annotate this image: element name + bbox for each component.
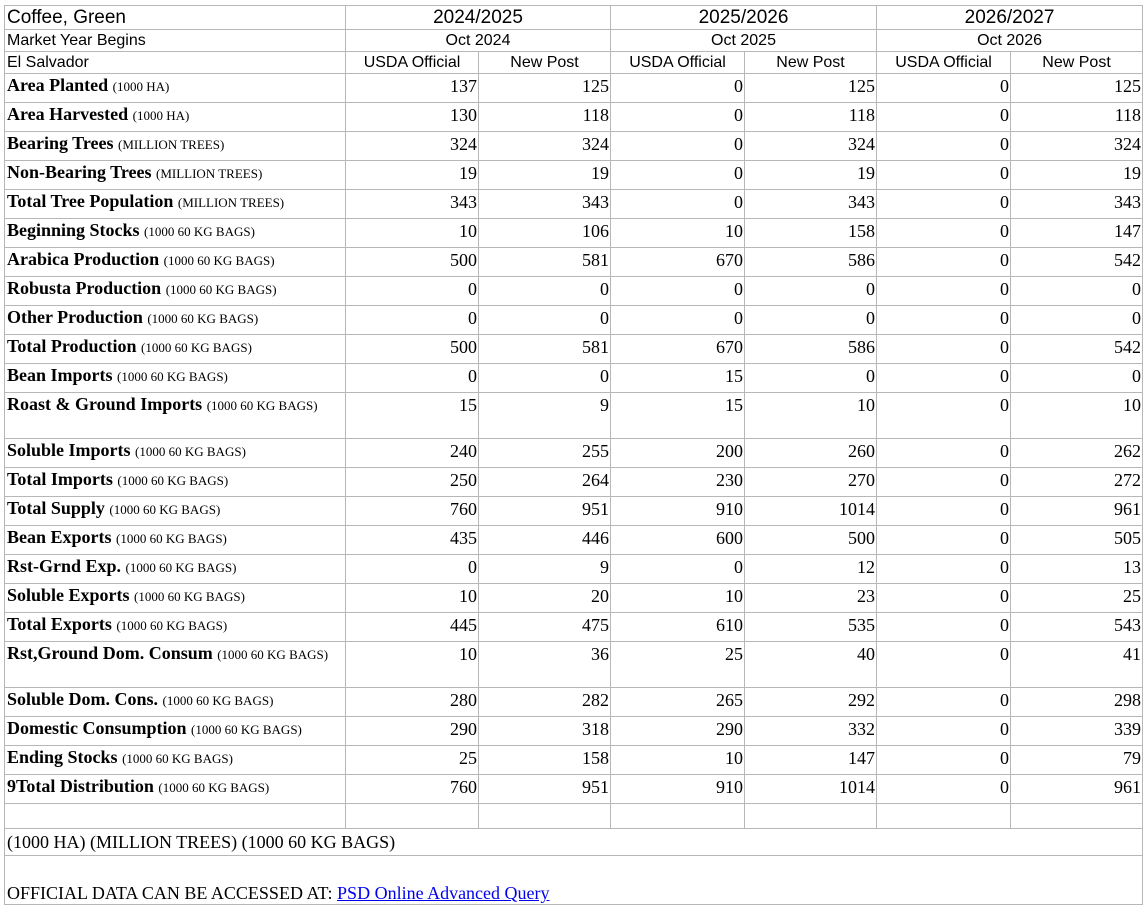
value-cell: 343 — [346, 190, 479, 219]
table-row — [5, 335, 1143, 364]
value-cell: 318 — [479, 717, 611, 746]
country-label: El Salvador — [5, 52, 346, 74]
value-cell: 535 — [745, 613, 877, 642]
value-cell: 670 — [611, 335, 745, 364]
value-cell: 610 — [611, 613, 745, 642]
value-cell: 9 — [479, 393, 611, 439]
value-cell: 0 — [611, 74, 745, 103]
value-cell: 36 — [479, 642, 611, 688]
value-cell: 0 — [1011, 306, 1143, 335]
value-cell: 106 — [479, 219, 611, 248]
row-unit-text: (1000 60 KG BAGS) — [116, 531, 227, 546]
value-cell: 446 — [479, 526, 611, 555]
table-row — [5, 219, 1143, 248]
row-unit-text: (1000 60 KG BAGS) — [122, 751, 233, 766]
value-cell: 0 — [611, 555, 745, 584]
value-cell: 15 — [611, 393, 745, 439]
row-label-text: Domestic Consumption — [7, 718, 187, 738]
row-label — [5, 161, 346, 190]
value-cell: 272 — [1011, 468, 1143, 497]
value-cell: 41 — [1011, 642, 1143, 688]
value-cell: 475 — [479, 613, 611, 642]
value-cell: 0 — [877, 717, 1011, 746]
row-unit-text: (1000 HA) — [132, 108, 190, 123]
value-cell: 343 — [479, 190, 611, 219]
value-cell: 445 — [346, 613, 479, 642]
psd-table — [4, 5, 1143, 905]
value-cell: 586 — [745, 248, 877, 277]
row-unit-text: (1000 60 KG BAGS) — [116, 618, 228, 633]
value-cell: 505 — [1011, 526, 1143, 555]
col-usda-official: USDA Official — [611, 52, 745, 74]
value-cell: 10 — [611, 746, 745, 775]
value-cell: 339 — [1011, 717, 1143, 746]
value-cell: 0 — [346, 364, 479, 393]
value-cell: 10 — [611, 584, 745, 613]
value-cell: 0 — [877, 642, 1011, 688]
value-cell: 19 — [745, 161, 877, 190]
table-row — [5, 717, 1143, 746]
value-cell: 118 — [1011, 103, 1143, 132]
value-cell: 250 — [346, 468, 479, 497]
table-row — [5, 306, 1143, 335]
row-label — [5, 613, 346, 642]
row-unit-text: (1000 60 KG BAGS) — [162, 693, 274, 708]
row-label-text: Total Supply — [7, 498, 105, 518]
row-label — [5, 439, 346, 468]
value-cell: 0 — [611, 132, 745, 161]
value-cell: 910 — [611, 497, 745, 526]
value-cell: 0 — [877, 468, 1011, 497]
value-cell: 25 — [346, 746, 479, 775]
row-label — [5, 746, 346, 775]
year-header-1: 2024/2025 — [346, 6, 611, 30]
year-begins-3: Oct 2026 — [877, 30, 1143, 52]
row-unit-text: (1000 60 KG BAGS) — [134, 589, 245, 604]
table-row — [5, 526, 1143, 555]
row-label-text: Soluble Exports — [7, 585, 130, 605]
value-cell: 543 — [1011, 613, 1143, 642]
value-cell: 265 — [611, 688, 745, 717]
value-cell: 586 — [745, 335, 877, 364]
value-cell: 0 — [877, 526, 1011, 555]
value-cell: 10 — [1011, 393, 1143, 439]
row-label — [5, 74, 346, 103]
table-row — [5, 248, 1143, 277]
value-cell: 0 — [877, 219, 1011, 248]
table-row — [5, 555, 1143, 584]
value-cell: 951 — [479, 497, 611, 526]
row-label-text: Total Production — [7, 336, 137, 356]
value-cell: 10 — [611, 219, 745, 248]
value-cell: 118 — [745, 103, 877, 132]
row-label — [5, 555, 346, 584]
value-cell: 961 — [1011, 775, 1143, 804]
row-unit-text: (1000 60 KG BAGS) — [191, 722, 302, 737]
row-unit-text: (1000 60 KG BAGS) — [217, 647, 329, 662]
table-row — [5, 642, 1143, 688]
table-row — [5, 746, 1143, 775]
value-cell: 290 — [346, 717, 479, 746]
value-cell: 20 — [479, 584, 611, 613]
value-cell: 0 — [611, 277, 745, 306]
value-cell: 0 — [1011, 277, 1143, 306]
blank-cell — [877, 804, 1011, 829]
value-cell: 282 — [479, 688, 611, 717]
value-cell: 0 — [877, 277, 1011, 306]
value-cell: 332 — [745, 717, 877, 746]
value-cell: 15 — [346, 393, 479, 439]
value-cell: 0 — [479, 364, 611, 393]
row-label-text: Bean Imports — [7, 365, 113, 385]
row-label-text: Ending Stocks — [7, 747, 118, 767]
value-cell: 0 — [877, 364, 1011, 393]
value-cell: 324 — [745, 132, 877, 161]
row-unit-text: (1000 60 KG BAGS) — [163, 253, 275, 268]
row-label-text: Arabica Production — [7, 249, 160, 269]
value-cell: 670 — [611, 248, 745, 277]
value-cell: 10 — [346, 642, 479, 688]
table-row — [5, 584, 1143, 613]
value-cell: 147 — [745, 746, 877, 775]
value-cell: 264 — [479, 468, 611, 497]
table-row — [5, 393, 1143, 439]
row-unit-text: (1000 60 KG BAGS) — [109, 502, 221, 517]
value-cell: 260 — [745, 439, 877, 468]
value-cell: 298 — [1011, 688, 1143, 717]
col-usda-official: USDA Official — [877, 52, 1011, 74]
blank-row — [5, 804, 1143, 829]
value-cell: 324 — [479, 132, 611, 161]
market-year-label: Market Year Begins — [5, 30, 346, 52]
value-cell: 0 — [877, 439, 1011, 468]
row-label-text: Soluble Imports — [7, 440, 131, 460]
value-cell: 0 — [611, 161, 745, 190]
value-cell: 158 — [479, 746, 611, 775]
row-label-text: Total Imports — [7, 469, 113, 489]
year-begins-2: Oct 2025 — [611, 30, 877, 52]
blank-cell — [479, 804, 611, 829]
value-cell: 760 — [346, 497, 479, 526]
access-text: OFFICIAL DATA CAN BE ACCESSED AT: — [7, 883, 333, 903]
year-begins-1: Oct 2024 — [346, 30, 611, 52]
row-label-text: Other Production — [7, 307, 143, 327]
value-cell: 25 — [1011, 584, 1143, 613]
row-label-text: Robusta Production — [7, 278, 162, 298]
value-cell: 25 — [611, 642, 745, 688]
row-unit-text: (1000 60 KG BAGS) — [117, 473, 229, 488]
value-cell: 0 — [346, 555, 479, 584]
row-label — [5, 190, 346, 219]
col-new-post: New Post — [745, 52, 877, 74]
value-cell: 600 — [611, 526, 745, 555]
row-unit-text: (1000 60 KG BAGS) — [147, 311, 259, 326]
value-cell: 542 — [1011, 335, 1143, 364]
row-label-text: Bearing Trees — [7, 133, 114, 153]
row-label — [5, 248, 346, 277]
blank-cell — [745, 804, 877, 829]
value-cell: 40 — [745, 642, 877, 688]
table-row — [5, 190, 1143, 219]
value-cell: 10 — [346, 584, 479, 613]
value-cell: 125 — [1011, 74, 1143, 103]
value-cell: 0 — [877, 74, 1011, 103]
value-cell: 0 — [877, 497, 1011, 526]
row-label-text: Total Tree Population — [7, 191, 174, 211]
value-cell: 0 — [877, 393, 1011, 439]
value-cell: 0 — [877, 103, 1011, 132]
col-new-post: New Post — [479, 52, 611, 74]
table-row — [5, 468, 1143, 497]
row-unit-text: (1000 HA) — [112, 79, 170, 94]
value-cell: 500 — [745, 526, 877, 555]
table-row — [5, 688, 1143, 717]
row-unit-text: (1000 60 KG BAGS) — [144, 224, 255, 239]
row-label — [5, 642, 346, 688]
value-cell: 0 — [877, 746, 1011, 775]
row-label — [5, 717, 346, 746]
value-cell: 0 — [611, 103, 745, 132]
value-cell: 230 — [611, 468, 745, 497]
row-unit-text: (1000 60 KG BAGS) — [165, 282, 277, 297]
table-row — [5, 74, 1143, 103]
row-unit-text: (1000 60 KG BAGS) — [158, 780, 270, 795]
row-label — [5, 306, 346, 335]
value-cell: 0 — [479, 306, 611, 335]
value-cell: 13 — [1011, 555, 1143, 584]
value-cell: 255 — [479, 439, 611, 468]
row-label — [5, 775, 346, 804]
row-label-text: Rst-Grnd Exp. — [7, 556, 122, 576]
table-row — [5, 364, 1143, 393]
blank-cell — [1011, 804, 1143, 829]
value-cell: 270 — [745, 468, 877, 497]
psd-online-link[interactable]: PSD Online Advanced Query — [337, 883, 550, 903]
table-row — [5, 277, 1143, 306]
value-cell: 79 — [1011, 746, 1143, 775]
value-cell: 0 — [877, 248, 1011, 277]
value-cell: 23 — [745, 584, 877, 613]
row-label-text: Roast & Ground Imports — [7, 394, 203, 414]
value-cell: 324 — [346, 132, 479, 161]
value-cell: 19 — [346, 161, 479, 190]
row-label — [5, 468, 346, 497]
table-row — [5, 161, 1143, 190]
value-cell: 0 — [877, 161, 1011, 190]
value-cell: 0 — [877, 555, 1011, 584]
table-row — [5, 103, 1143, 132]
units-note: (1000 HA) (MILLION TREES) (1000 60 KG BAGS) — [5, 829, 1143, 856]
value-cell: 125 — [479, 74, 611, 103]
row-unit-text: (1000 60 KG BAGS) — [117, 369, 228, 384]
value-cell: 12 — [745, 555, 877, 584]
row-label-text: Total Exports — [7, 614, 112, 634]
col-new-post: New Post — [1011, 52, 1143, 74]
value-cell: 1014 — [745, 497, 877, 526]
value-cell: 147 — [1011, 219, 1143, 248]
year-header-2: 2025/2026 — [611, 6, 877, 30]
row-label-text: Soluble Dom. Cons. — [7, 689, 159, 709]
row-label-text: Bean Exports — [7, 527, 112, 547]
value-cell: 542 — [1011, 248, 1143, 277]
value-cell: 760 — [346, 775, 479, 804]
value-cell: 0 — [611, 190, 745, 219]
value-cell: 435 — [346, 526, 479, 555]
year-header-3: 2026/2027 — [877, 6, 1143, 30]
row-unit-text: (1000 60 KG BAGS) — [135, 444, 246, 459]
blank-cell — [5, 804, 346, 829]
value-cell: 0 — [877, 584, 1011, 613]
col-usda-official: USDA Official — [346, 52, 479, 74]
value-cell: 292 — [745, 688, 877, 717]
row-label — [5, 103, 346, 132]
row-unit-text: (1000 60 KG BAGS) — [206, 398, 318, 413]
row-unit-text: (MILLION TREES) — [156, 166, 263, 181]
value-cell: 19 — [1011, 161, 1143, 190]
table-row — [5, 775, 1143, 804]
value-cell: 0 — [346, 306, 479, 335]
row-unit-text: (1000 60 KG BAGS) — [141, 340, 252, 355]
value-cell: 0 — [877, 613, 1011, 642]
value-cell: 0 — [877, 190, 1011, 219]
value-cell: 0 — [479, 277, 611, 306]
value-cell: 0 — [745, 364, 877, 393]
table-row — [5, 439, 1143, 468]
value-cell: 0 — [877, 306, 1011, 335]
row-label-text: Beginning Stocks — [7, 220, 140, 240]
value-cell: 343 — [745, 190, 877, 219]
blank-cell — [611, 804, 745, 829]
row-label-text: Rst,Ground Dom. Consum — [7, 643, 213, 663]
value-cell: 0 — [877, 775, 1011, 804]
value-cell: 125 — [745, 74, 877, 103]
value-cell: 9 — [479, 555, 611, 584]
row-label-text: Non-Bearing Trees — [7, 162, 152, 182]
value-cell: 500 — [346, 248, 479, 277]
row-label — [5, 335, 346, 364]
table-row — [5, 497, 1143, 526]
value-cell: 961 — [1011, 497, 1143, 526]
row-label — [5, 132, 346, 161]
row-label-text: Area Harvested — [7, 104, 129, 124]
value-cell: 280 — [346, 688, 479, 717]
row-label — [5, 688, 346, 717]
value-cell: 262 — [1011, 439, 1143, 468]
row-unit-text: (MILLION TREES) — [177, 195, 285, 210]
commodity-title: Coffee, Green — [5, 6, 346, 30]
blank-cell — [346, 804, 479, 829]
row-unit-text: (MILLION TREES) — [118, 137, 225, 152]
value-cell: 910 — [611, 775, 745, 804]
value-cell: 10 — [745, 393, 877, 439]
value-cell: 324 — [1011, 132, 1143, 161]
value-cell: 137 — [346, 74, 479, 103]
value-cell: 1014 — [745, 775, 877, 804]
row-label — [5, 393, 346, 439]
value-cell: 290 — [611, 717, 745, 746]
value-cell: 0 — [877, 688, 1011, 717]
table-row — [5, 613, 1143, 642]
value-cell: 158 — [745, 219, 877, 248]
row-label — [5, 277, 346, 306]
value-cell: 10 — [346, 219, 479, 248]
row-label — [5, 584, 346, 613]
row-label-text: 9Total Distribution — [7, 776, 154, 796]
value-cell: 0 — [745, 277, 877, 306]
row-unit-text: (1000 60 KG BAGS) — [125, 560, 237, 575]
value-cell: 118 — [479, 103, 611, 132]
value-cell: 343 — [1011, 190, 1143, 219]
value-cell: 0 — [877, 132, 1011, 161]
value-cell: 240 — [346, 439, 479, 468]
value-cell: 19 — [479, 161, 611, 190]
value-cell: 581 — [479, 248, 611, 277]
value-cell: 200 — [611, 439, 745, 468]
value-cell: 581 — [479, 335, 611, 364]
row-label — [5, 364, 346, 393]
value-cell: 0 — [611, 306, 745, 335]
access-note — [5, 856, 1143, 905]
row-label-text: Area Planted — [7, 75, 109, 95]
value-cell: 0 — [745, 306, 877, 335]
row-label — [5, 219, 346, 248]
value-cell: 0 — [346, 277, 479, 306]
value-cell: 130 — [346, 103, 479, 132]
value-cell: 0 — [1011, 364, 1143, 393]
table-row — [5, 132, 1143, 161]
value-cell: 15 — [611, 364, 745, 393]
row-label — [5, 526, 346, 555]
value-cell: 500 — [346, 335, 479, 364]
row-label — [5, 497, 346, 526]
value-cell: 951 — [479, 775, 611, 804]
value-cell: 0 — [877, 335, 1011, 364]
